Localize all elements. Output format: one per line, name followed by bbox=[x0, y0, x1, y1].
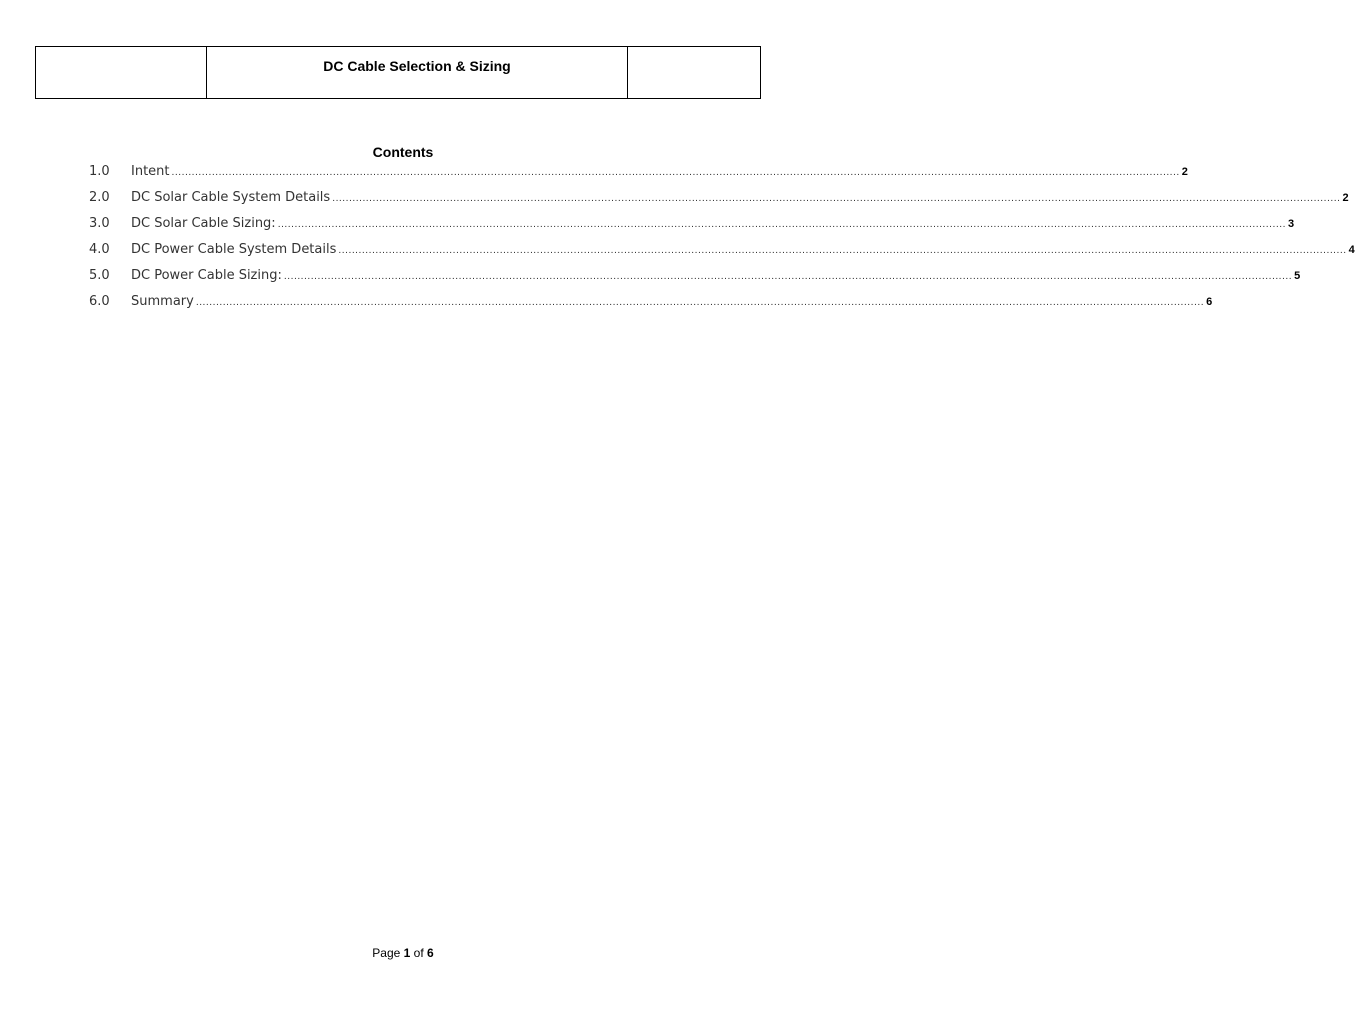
toc-entry-page: 6 bbox=[1206, 296, 1213, 308]
toc-entry-number: 1.0 bbox=[89, 164, 110, 179]
toc-entry-page: 2 bbox=[1181, 166, 1188, 178]
header-table bbox=[35, 46, 761, 99]
toc-entry-number: 3.0 bbox=[89, 216, 110, 231]
toc-entry-number: 5.0 bbox=[89, 268, 110, 283]
toc-entry-title[interactable]: Intent bbox=[131, 164, 170, 179]
header-cell-left bbox=[36, 47, 207, 99]
toc-entry-page: 4 bbox=[1348, 244, 1355, 256]
footer-current-page: 1 bbox=[403, 946, 411, 960]
toc-entry-dc-solar-cable-system-details[interactable] bbox=[89, 188, 1349, 214]
page-footer bbox=[0, 946, 806, 960]
document-title: DC Cable Selection & Sizing bbox=[323, 58, 511, 74]
toc-entry-dc-power-cable-system-details[interactable] bbox=[89, 240, 1355, 266]
toc-entry-dc-power-cable-sizing[interactable] bbox=[89, 266, 1301, 292]
toc-entry-page: 5 bbox=[1294, 270, 1301, 282]
toc-entry-summary[interactable] bbox=[89, 292, 1213, 318]
toc-entry-number: 6.0 bbox=[89, 294, 110, 309]
toc-dot-leader: ............................................................................................................................................................................................................................................................................................................ bbox=[338, 246, 1347, 256]
toc-entry-page: 2 bbox=[1342, 192, 1349, 204]
toc-entry-title[interactable]: DC Power Cable System Details bbox=[131, 242, 337, 257]
toc-entry-number: 4.0 bbox=[89, 242, 110, 257]
toc-entry-title[interactable]: DC Solar Cable System Details bbox=[131, 190, 331, 205]
toc-dot-leader: ............................................................................................................................................................................................................................................................................................................ bbox=[171, 168, 1180, 178]
table-of-contents bbox=[89, 162, 1355, 318]
footer-page-label: Page bbox=[372, 946, 401, 960]
toc-entry-number: 2.0 bbox=[89, 190, 110, 205]
toc-entry-title[interactable]: Summary bbox=[131, 294, 194, 309]
toc-entry-title[interactable]: DC Solar Cable Sizing: bbox=[131, 216, 276, 231]
toc-dot-leader: ............................................................................................................................................................................................................................................................................................................ bbox=[277, 220, 1286, 230]
header-cell-right bbox=[628, 47, 761, 99]
toc-entry-dc-solar-cable-sizing[interactable] bbox=[89, 214, 1295, 240]
toc-entry-title[interactable]: DC Power Cable Sizing: bbox=[131, 268, 282, 283]
toc-dot-leader: ............................................................................................................................................................................................................................................................................................................ bbox=[195, 298, 1205, 308]
toc-entry-intent[interactable] bbox=[89, 162, 1188, 188]
header-cell-title bbox=[207, 47, 628, 99]
footer-of-label: of bbox=[413, 946, 424, 960]
toc-heading: Contents bbox=[372, 144, 434, 160]
footer-total-pages: 6 bbox=[427, 946, 434, 960]
toc-dot-leader: ............................................................................................................................................................................................................................................................................................................ bbox=[332, 194, 1341, 204]
toc-entry-page: 3 bbox=[1287, 218, 1295, 230]
toc-dot-leader: ............................................................................................................................................................................................................................................................................................................ bbox=[283, 272, 1293, 282]
